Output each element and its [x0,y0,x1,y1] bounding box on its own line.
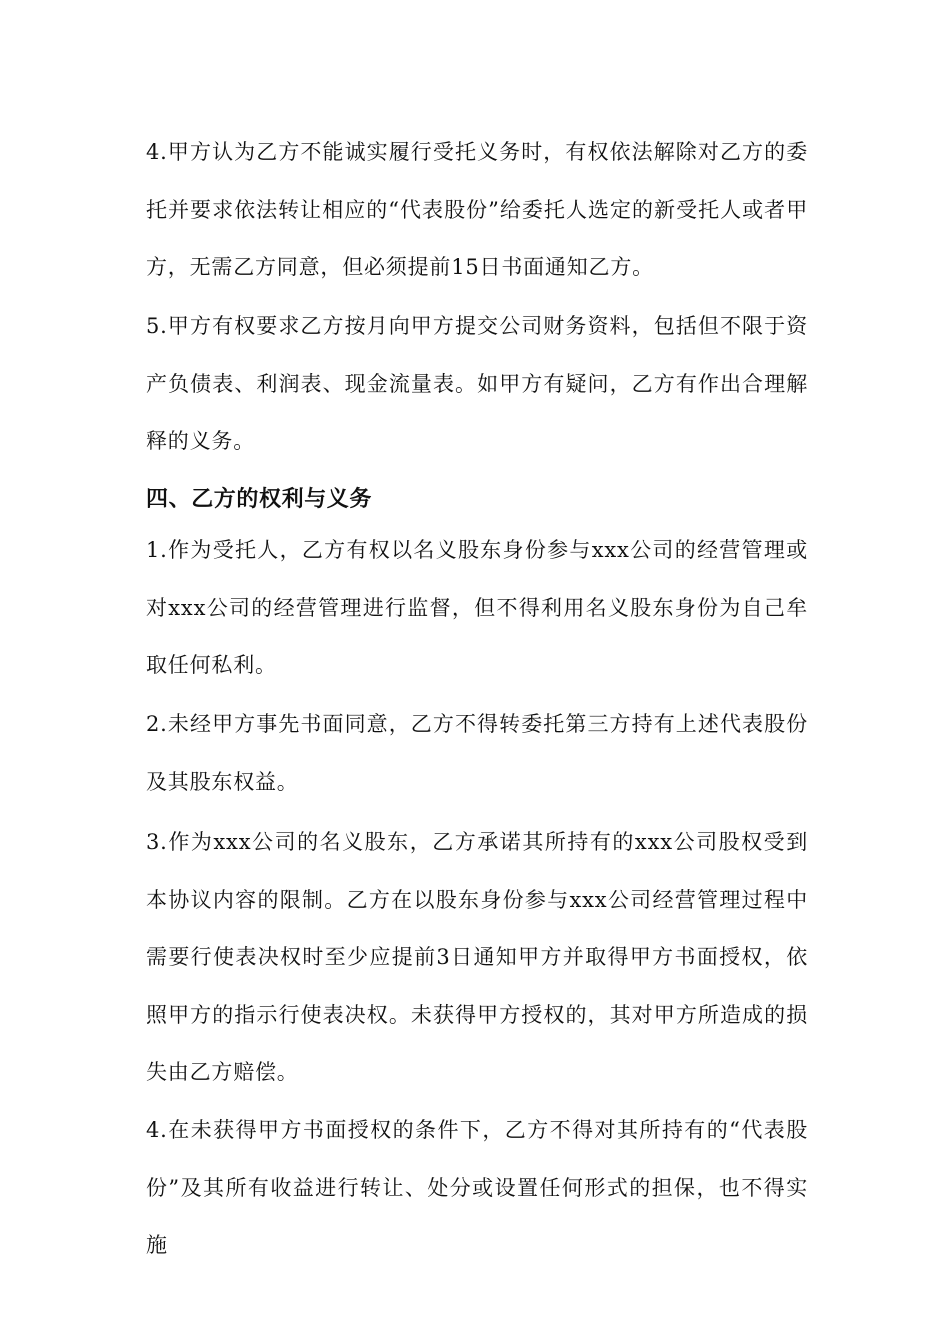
paragraph-4-1: 1.作为受托人，乙方有权以名义股东身份参与xxx公司的经营管理或对xxx公司的经营管理进行监督，但不得利用名义股东身份为自己牟取任何私利。 [146,538,808,677]
paragraph-4-4: 4.在未获得甲方书面授权的条件下，乙方不得对其所持有的“代表股份”及其所有收益进行转让、处分或设置任何形式的担保，也不得实施 [146,1118,808,1257]
paragraph-3-4: 4.甲方认为乙方不能诚实履行受托义务时，有权依法解除对乙方的委托并要求依法转让相应的“代表股份”给委托人选定的新受托人或者甲方，无需乙方同意，但必须提前15日书面通知乙方。 [146,140,808,279]
paragraph-3-5: 5.甲方有权要求乙方按月向甲方提交公司财务资料，包括但不限于资产负债表、利润表、现金流量表。如甲方有疑问，乙方有作出合理解释的义务。 [146,314,808,453]
paragraph-4-3: 3.作为xxx公司的名义股东，乙方承诺其所持有的xxx公司股权受到本协议内容的限制。乙方在以股东身份参与xxx公司经营管理过程中需要行使表决权时至少应提前3日通知甲方并取得甲方书面授权，依照甲方的指示行使表决权。未获得甲方授权的，其对甲方所造成的损失由乙方赔偿。 [146,830,808,1084]
paragraph-4-2: 2.未经甲方事先书面同意，乙方不得转委托第三方持有上述代表股份及其股东权益。 [146,712,808,794]
section-heading-4: 四、乙方的权利与义务 [146,486,373,512]
